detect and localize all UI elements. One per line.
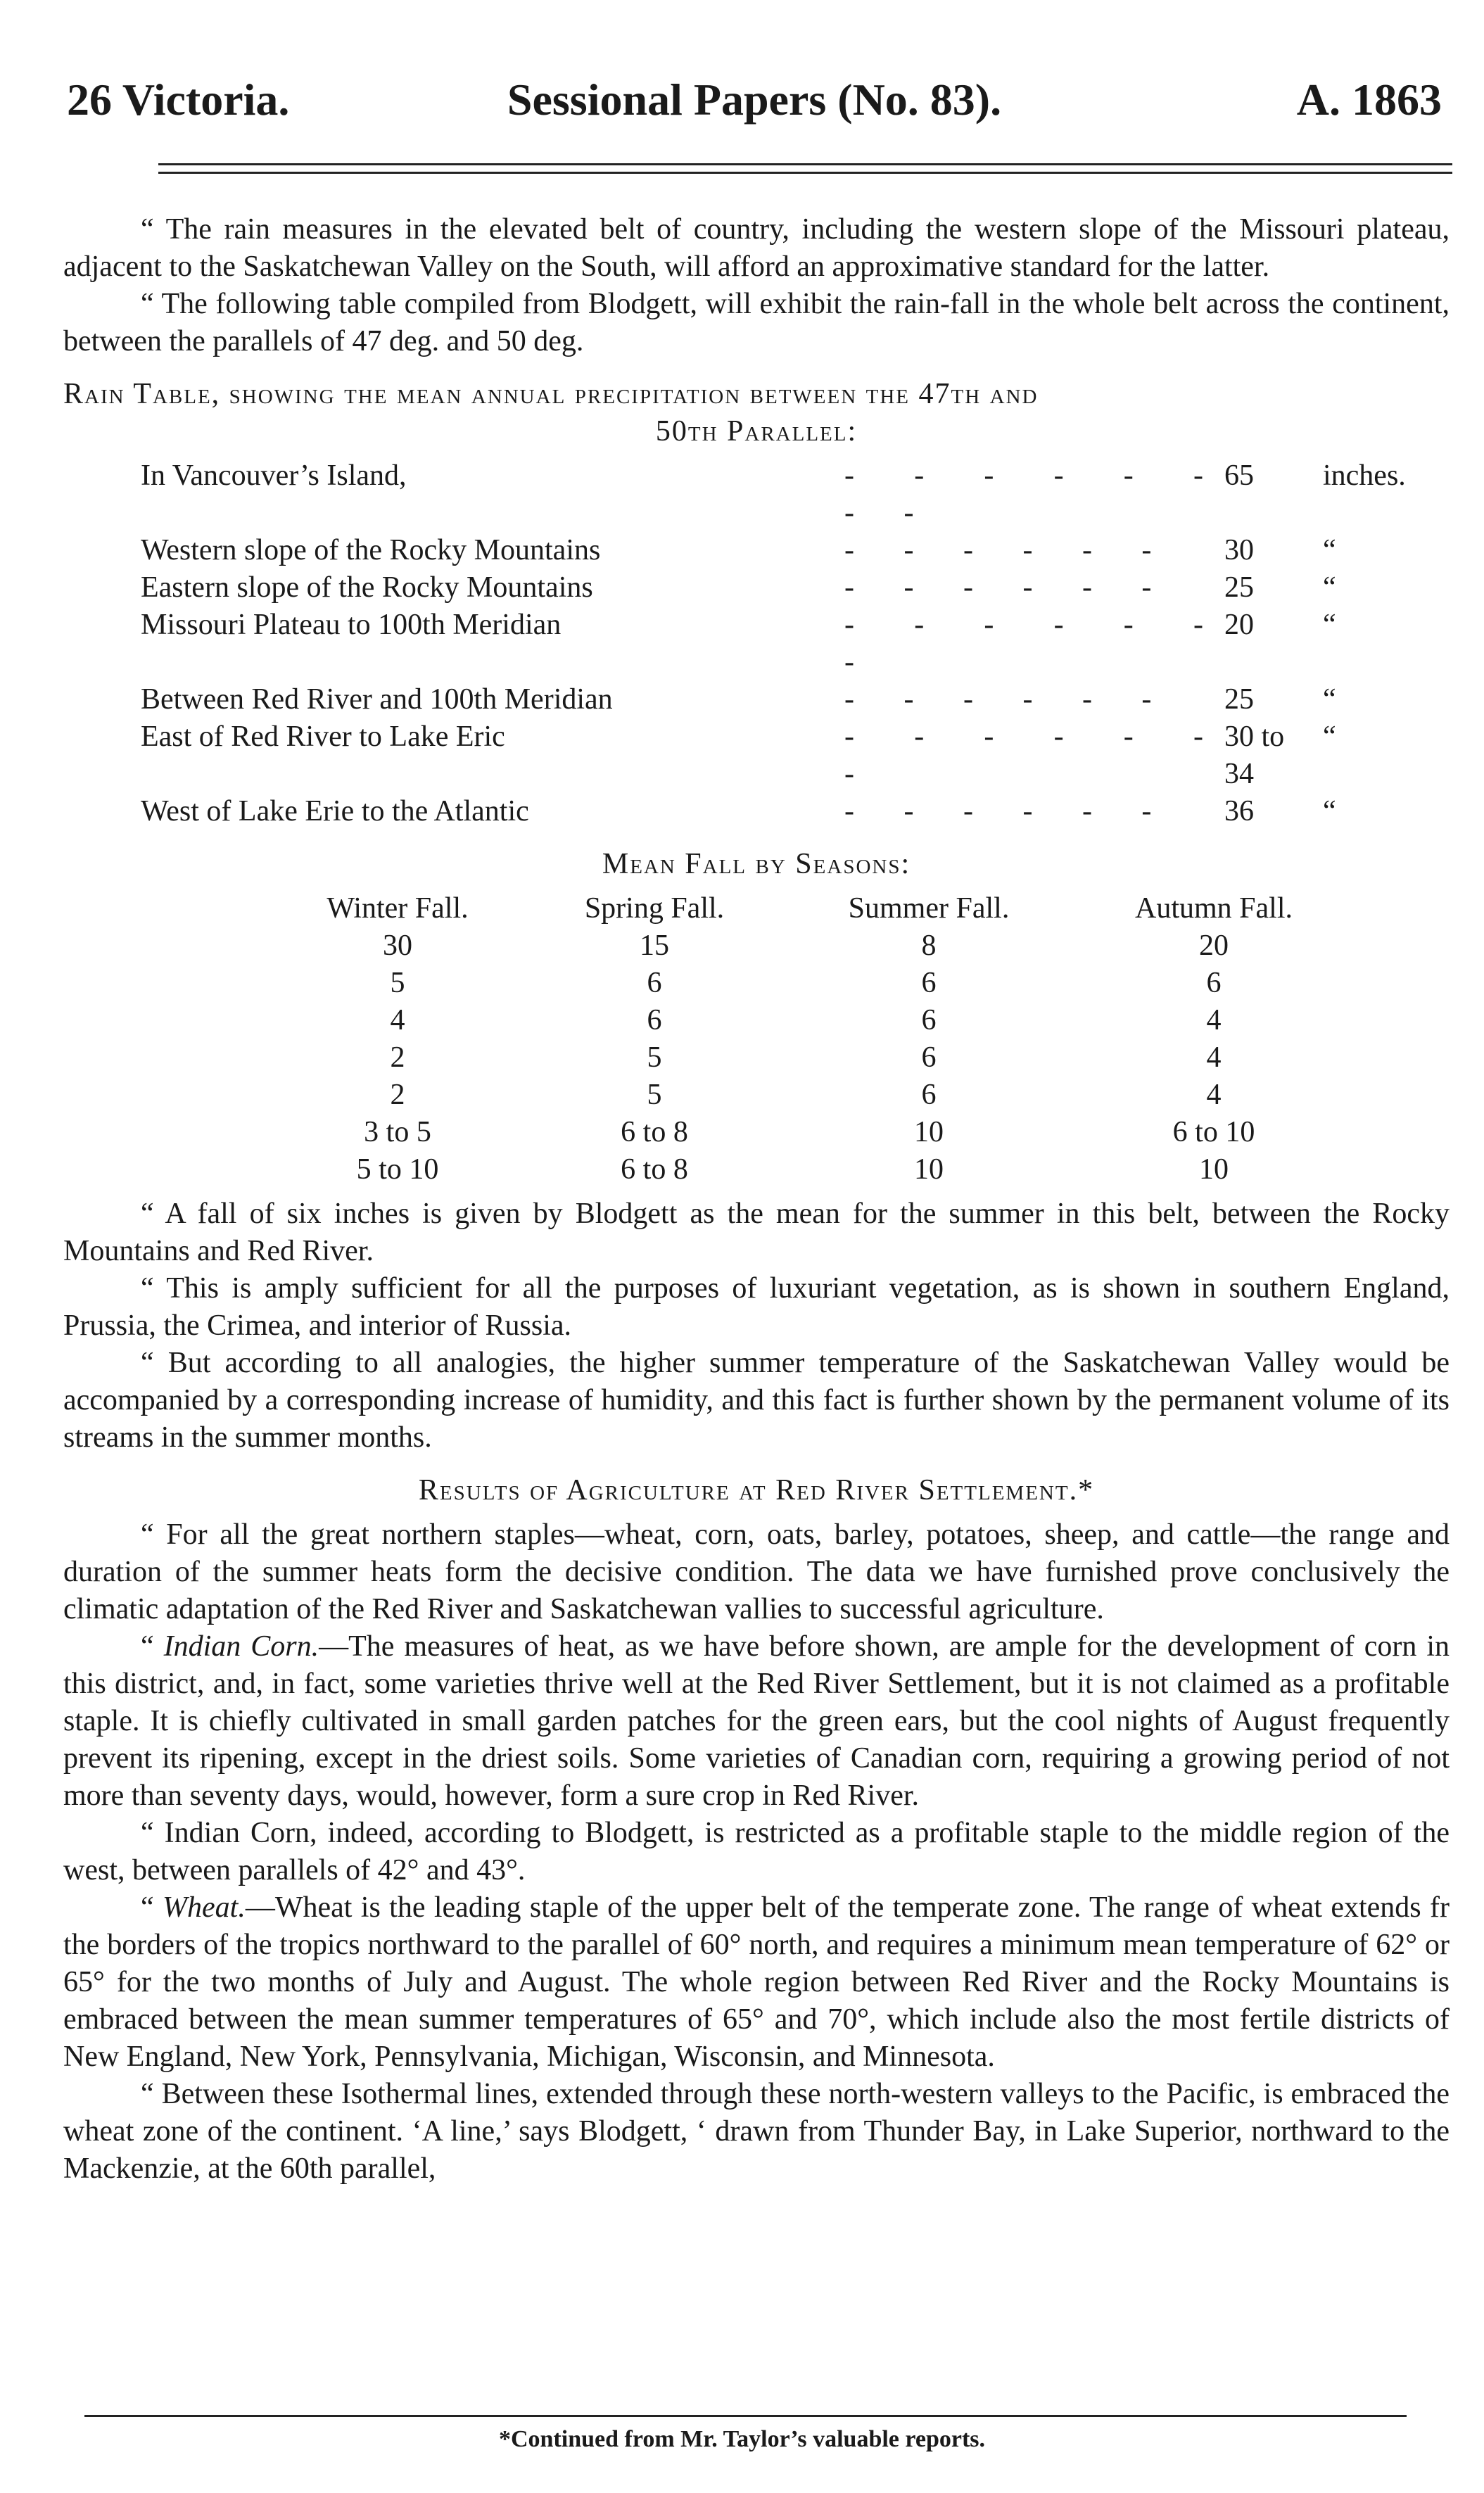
header-autumn: Autumn Fall. [1134,892,1293,925]
header-left: 26 Victoria. [67,75,290,125]
middle-paragraph-3: “ But according to all analogies, the higher summer temperature of the Saskatchewan Valley would be accompanied by a corresponding increase of humidity, and this fact is further shown by the permanent volume of its streams in the summer months. [63,1347,1450,1454]
cell: 6 [921,1004,937,1036]
rain-table-title-line2: 50th Parallel: [655,415,858,448]
rain-leader: - - - - - - [844,683,1173,716]
header-right: A. 1863 [1296,75,1442,125]
indian-corn-text: —The measures of heat, as we have before shown, are ample for the development of corn in this district, and, in fact, some varieties thrive well at the Red River Settlement, but it is not claimed as a profitable staple. It is chiefly cultivated in small garden patches for the green ears, but the cool nights of August frequently prevent its ripening, except in the driest soils. Some varieties of Canadian corn, requiring a growing period of not more than seventy days, would, however, form a sure crop in Red River. [63,1630,1450,1812]
rain-value: 25 [1224,683,1254,716]
cell: 10 [914,1153,944,1186]
results-paragraph-1: “ For all the great northern staples—wheat, corn, oats, barley, potatoes, sheep, and cattle—the range and duration of the summer heats form the decisive condition. The data we have furnished prove conclusively the climatic adaptation of the Red River and Saskatchewan vallies to successful agriculture. [63,1518,1450,1625]
rain-value: 30 to 34 [1224,721,1285,790]
seasons-header-row [267,890,1351,927]
header-rule-bottom [158,172,1452,174]
cell: 10 [1199,1153,1229,1186]
rain-unit: “ [1323,534,1336,566]
rain-location: Between Red River and 100th Meridian [141,683,613,716]
rain-table [141,457,1421,830]
rain-table-row [141,457,1421,532]
cell: 6 to 8 [621,1153,688,1186]
rain-table-row [141,718,1421,793]
cell: 5 [647,1041,662,1074]
rain-unit: inches. [1323,459,1406,492]
seasons-row [267,1002,1351,1039]
rain-table-row [141,569,1421,607]
seasons-row [267,1114,1351,1151]
seasons-row [267,1077,1351,1114]
cell: 3 to 5 [364,1116,431,1148]
rain-location: Missouri Plateau to 100th Meridian [141,609,562,641]
rain-location: Eastern slope of the Rocky Mountains [141,571,593,604]
rain-location: In Vancouver’s Island, [141,459,407,492]
footnote: *Continued from Mr. Taylor’s valuable reports. [498,2426,986,2452]
rain-value: 30 [1224,534,1254,566]
rain-leader: - - - - - - [844,795,1173,827]
wheat-text: —Wheat is the leading staple of the upper belt of the temperate zone. The range of wheat extends fr the borders of the tropics northward to the parallel of 60° north, and requires a minimum mean temperature of 62° or 65° for the two months of July and August. The whole region between Red River and the Rocky Mountains is embraced between the mean summer temperatures of 65° and 70°, which include also the most fertile districts of New England, New York, Pennsylvania, Michigan, Wisconsin, and Minnesota. [63,1891,1450,2073]
intro-paragraph-1: “ The rain measures in the elevated belt of country, including the western slope of the Missouri plateau, adjacent to the Saskatchewan Valley on the South, will afford an approximative standard for the latter. [63,213,1450,283]
rain-value: 25 [1224,571,1254,604]
cell: 6 [647,967,662,999]
seasons-row [267,965,1351,1002]
rain-unit: “ [1323,683,1336,716]
rain-location: West of Lake Erie to the Atlantic [141,795,529,827]
intro-paragraph-2: “ The following table compiled from Blodgett, will exhibit the rain-fall in the whole belt across the continent, between the parallels of 47 deg. and 50 deg. [63,288,1450,357]
rain-table-title [63,376,1450,450]
rain-table-row [141,681,1421,718]
results-paragraph-3: “ Indian Corn, indeed, according to Blodgett, is restricted as a profitable staple to the middle region of the west, between parallels of 42° and 43°. [63,1817,1450,1886]
cell: 20 [1199,930,1229,962]
cell: 6 to 8 [621,1116,688,1148]
cell: 5 [647,1079,662,1111]
header-spring: Spring Fall. [584,892,725,925]
rain-table-title-line1: Rain Table, showing the mean annual precipitation between the 47th and [63,378,1039,410]
header-center: Sessional Papers (No. 83). [507,75,1002,125]
header-winter: Winter Fall. [326,892,469,925]
seasons-row [267,1151,1351,1188]
cell: 30 [383,930,412,962]
rain-unit: “ [1323,721,1336,753]
cell: 2 [390,1041,405,1074]
results-paragraph-indian-corn [63,1628,1450,1815]
seasons-table-title: Mean Fall by Seasons: [602,848,911,880]
rain-location: East of Red River to Lake Eric [141,721,505,753]
rain-leader: - - - - - - - [844,609,1224,678]
quote-mark: “ [141,1891,163,1924]
seasons-row [267,927,1351,965]
rain-leader: - - - - - - - - [844,459,1224,529]
cell: 6 [921,1041,937,1074]
cell: 5 [390,967,405,999]
cell: 6 [647,1004,662,1036]
results-paragraph-wheat [63,1889,1450,2076]
seasons-table [267,890,1351,1188]
rain-unit: “ [1323,795,1336,827]
rain-value: 20 [1224,609,1254,641]
cell: 2 [390,1079,405,1111]
wheat-term: Wheat. [163,1891,246,1924]
page-body [63,211,1450,2188]
rain-unit: “ [1323,571,1336,604]
middle-paragraph-1: “ A fall of six inches is given by Blodgett as the mean for the summer in this belt, between the Rocky Mountains and Red River. [63,1198,1450,1267]
header-rule-top [158,163,1452,165]
rain-table-row [141,793,1421,830]
rain-unit: “ [1323,609,1336,641]
running-header [67,74,1442,130]
seasons-row [267,1039,1351,1077]
cell: 4 [1206,1079,1222,1111]
rain-leader: - - - - - - [844,534,1173,566]
cell: 8 [921,930,937,962]
cell: 15 [640,930,669,962]
cell: 4 [1206,1041,1222,1074]
quote-mark: “ [141,1630,164,1663]
cell: 5 to 10 [356,1153,439,1186]
cell: 6 [1206,967,1222,999]
cell: 6 [921,1079,937,1111]
header-summer: Summer Fall. [848,892,1010,925]
cell: 4 [1206,1004,1222,1036]
rain-location: Western slope of the Rocky Mountains [141,534,601,566]
rain-table-row [141,607,1421,681]
results-paragraph-5: “ Between these Isothermal lines, extended through these north-western valleys to the Pacific, is embraced the wheat zone of the continent. ‘A line,’ says Blodgett, ‘ drawn from Thunder Bay, in Lake Superior, northward to the Mackenzie, at the 60th parallel, [63,2078,1450,2185]
cell: 4 [390,1004,405,1036]
cell: 6 to 10 [1172,1116,1255,1148]
cell: 6 [921,967,937,999]
rain-leader: - - - - - - - [844,721,1224,790]
results-heading: Results of Agriculture at Red River Settlement.* [418,1474,1095,1506]
indian-corn-term: Indian Corn. [163,1630,319,1663]
middle-paragraph-2: “ This is amply sufficient for all the purposes of luxuriant vegetation, as is shown in southern England, Prussia, the Crimea, and interior of Russia. [63,1272,1450,1342]
rain-value: 65 [1224,459,1254,492]
rain-leader: - - - - - - [844,571,1173,604]
footnote-rule [84,2415,1407,2417]
cell: 10 [914,1116,944,1148]
rain-table-row [141,532,1421,569]
rain-value: 36 [1224,795,1254,827]
